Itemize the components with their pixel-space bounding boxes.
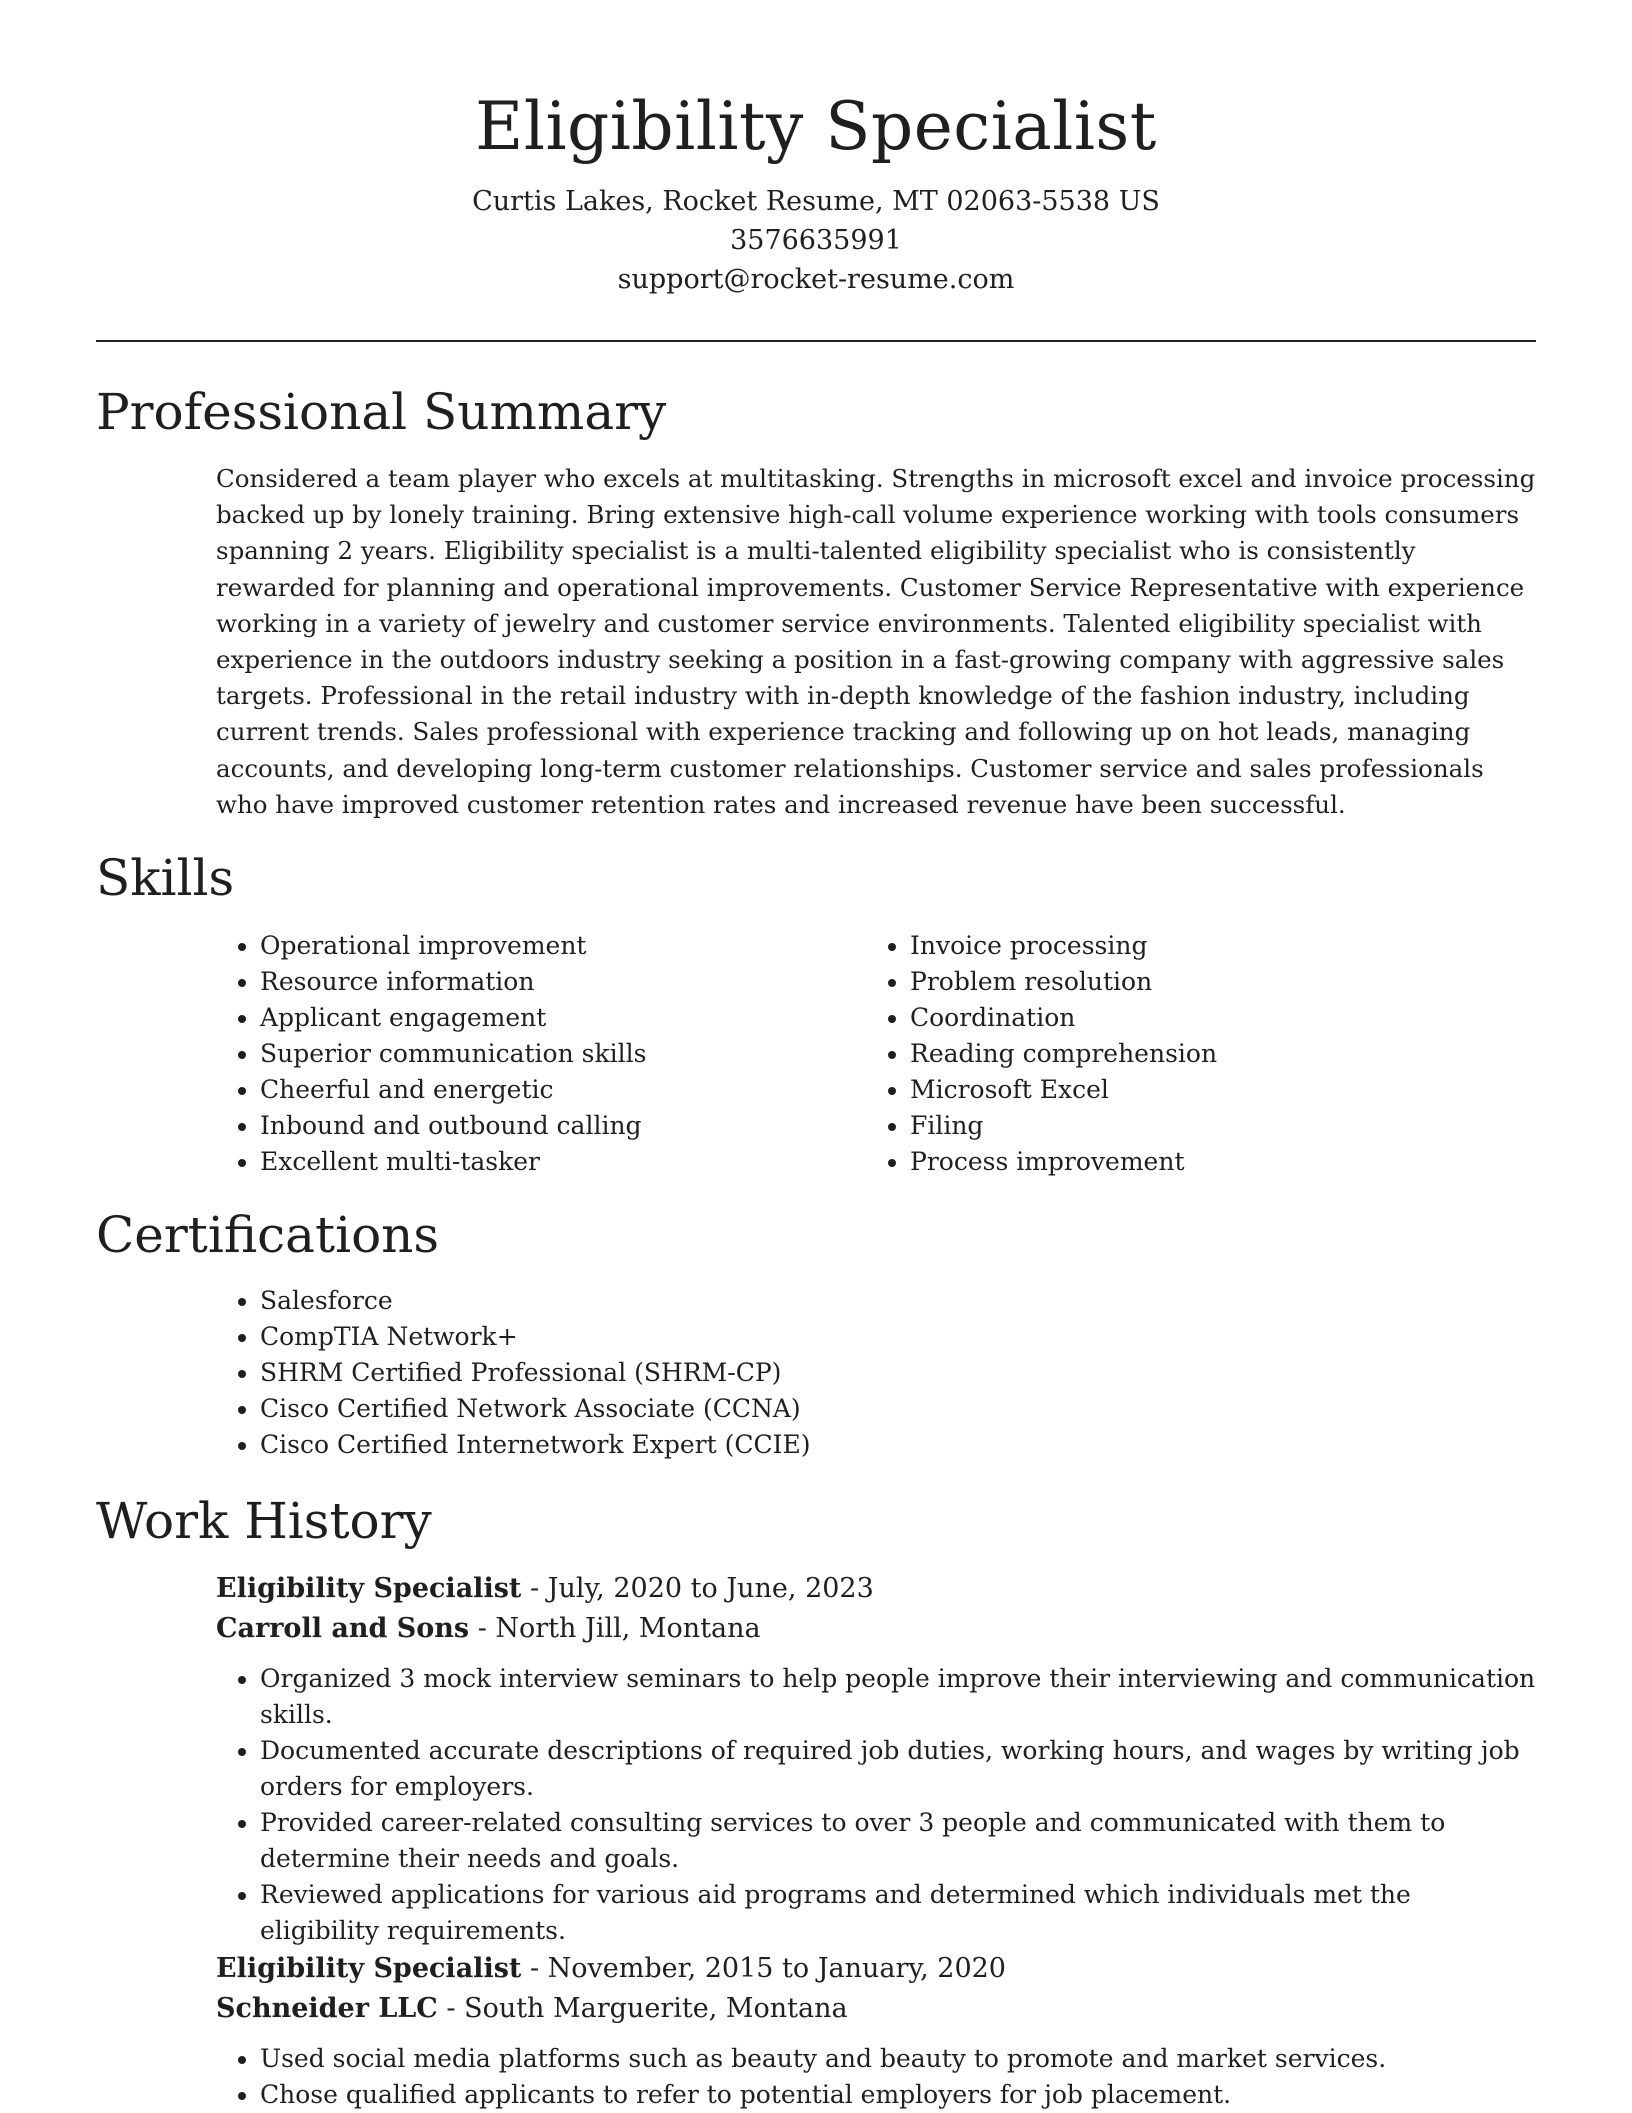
certification-item: • Cisco Certified Internetwork Expert (CCIE) (260, 1427, 1536, 1463)
email-line: support@rocket-resume.com (617, 264, 1015, 295)
skill-item: • Process improvement (910, 1144, 1466, 1180)
skill-item: • Filing (910, 1108, 1466, 1144)
job-entry (216, 1569, 1536, 1949)
job-company: Schneider LLC (216, 1993, 438, 2024)
job-role: Eligibility Specialist (216, 1953, 522, 1984)
certification-item: • CompTIA Network+ (260, 1319, 1536, 1355)
certification-item: • Cisco Certified Network Associate (CCNA) (260, 1391, 1536, 1427)
skill-item: • Resource information (260, 964, 816, 1000)
certifications-heading: Certifications (96, 1206, 440, 1264)
summary-body (216, 461, 1536, 823)
job-duty-item: • Documented accurate descriptions of required job duties, working hours, and wages by writing job orders for employers. (260, 1733, 1536, 1805)
job-title-line (216, 1949, 1536, 1989)
job-company: Carroll and Sons (216, 1613, 470, 1644)
summary-heading: Professional Summary (96, 383, 667, 441)
skill-item: • Inbound and outbound calling (260, 1108, 816, 1144)
job-duties (216, 2041, 1536, 2113)
job-duty-item: • Reviewed applications for various aid programs and determined which individuals met the eligibility requirements. (260, 1877, 1536, 1949)
skill-item: • Microsoft Excel (910, 1072, 1466, 1108)
skills-heading: Skills (96, 849, 235, 907)
skill-item: • Superior communication skills (260, 1036, 816, 1072)
skill-item: • Excellent multi-tasker (260, 1144, 816, 1180)
skill-item: • Applicant engagement (260, 1000, 816, 1036)
summary-text: Considered a team player who excels at multitasking. Strengths in microsoft excel and invoice processing backed up by lonely training. Bring extensive high-call volume experience working with tools consumers spanning 2 years. Eligibility specialist is a multi-talented eligibility specialist who is consistently rewarded for planning and operational improvements. Customer Service Representative with experience working in a variety of jewelry and customer service environments. Talented eligibility specialist with experience in the outdoors industry seeking a position in a fast-growing company with aggressive sales targets. Professional in the retail industry with in-depth knowledge of the fashion industry, including current trends. Sales professional with experience tracking and following up on hot leads, managing accounts, and developing long-term customer relationships. Customer service and sales professionals who have improved customer retention rates and increased revenue have been successful. (216, 464, 1536, 819)
skill-item: • Coordination (910, 1000, 1466, 1036)
job-dates: - November, 2015 to January, 2020 (521, 1953, 1006, 1984)
phone-line: 3576635991 (730, 225, 902, 256)
resume-name: Eligibility Specialist (475, 88, 1157, 165)
certification-item: • Salesforce (260, 1283, 1536, 1319)
job-dates: - July, 2020 to June, 2023 (521, 1573, 874, 1604)
skills-left-column (216, 928, 816, 1180)
job-duty-item: • Chose qualified applicants to refer to potential employers for job placement. (260, 2077, 1536, 2113)
job-title-line (216, 1569, 1536, 1609)
job-company-line (216, 1989, 1536, 2029)
skill-item: • Reading comprehension (910, 1036, 1466, 1072)
job-duty-item: • Used social media platforms such as beauty and beauty to promote and market services. (260, 2041, 1536, 2077)
skills-right-column (866, 928, 1466, 1180)
resume-header (0, 0, 1632, 299)
skill-item: • Problem resolution (910, 964, 1466, 1000)
job-location: - South Marguerite, Montana (437, 1993, 848, 2024)
address-line: Curtis Lakes, Rocket Resume, MT 02063-5538 US (472, 186, 1160, 217)
job-duties (216, 1661, 1536, 1949)
job-duty-item: • Organized 3 mock interview seminars to help people improve their interviewing and communication skills. (260, 1661, 1536, 1733)
job-role: Eligibility Specialist (216, 1573, 522, 1604)
header-divider (96, 340, 1536, 342)
job-duty-item: • Provided career-related consulting services to over 3 people and communicated with them to determine their needs and goals. (260, 1805, 1536, 1877)
job-entry (216, 1949, 1536, 2113)
certification-item: • SHRM Certified Professional (SHRM-CP) (260, 1355, 1536, 1391)
skill-item: • Invoice processing (910, 928, 1466, 964)
job-company-line (216, 1609, 1536, 1649)
job-location: - North Jill, Montana (469, 1613, 761, 1644)
skill-item: • Cheerful and energetic (260, 1072, 816, 1108)
certifications-list (216, 1283, 1536, 1463)
work-history-heading: Work History (96, 1492, 432, 1550)
skill-item: • Operational improvement (260, 928, 816, 964)
contact-block (0, 182, 1632, 299)
